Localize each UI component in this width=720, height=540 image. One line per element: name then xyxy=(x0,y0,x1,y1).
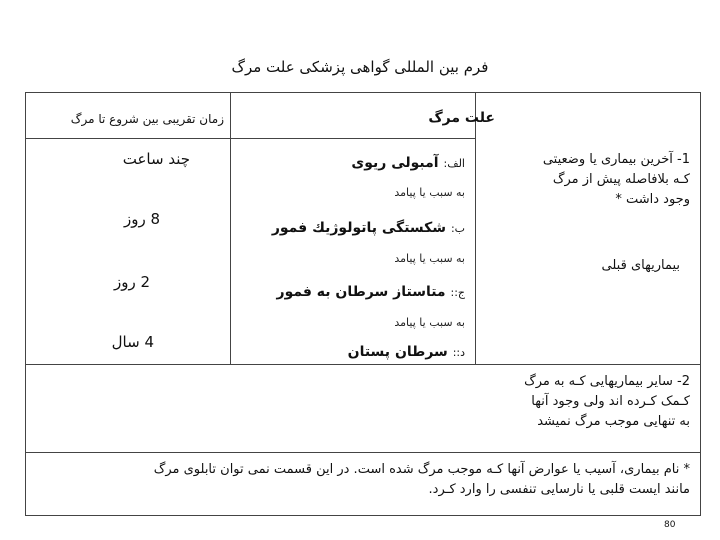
connector-text: به سبب یا پیامد xyxy=(394,316,465,329)
cause-label: د:: xyxy=(452,346,465,359)
part1-line: وجود داشت * xyxy=(615,192,690,207)
cause-text: سرطان پستان xyxy=(347,344,448,360)
header-time: زمان تقریبی بین شروع تا مرگ xyxy=(70,112,224,126)
time-value: 4 سال xyxy=(111,333,154,351)
cause-line-a xyxy=(351,155,465,171)
part1-description xyxy=(543,150,690,210)
part2-row-divider xyxy=(25,364,701,365)
header-cause: علت مرگ xyxy=(428,110,495,126)
part2-line: کـمک کـرده اند ولی وجود آنها xyxy=(531,394,690,409)
page-title: فرم بین المللی گواهی پزشکی علت مرگ xyxy=(231,58,489,76)
page-number: 80 xyxy=(664,520,676,530)
previous-diseases-label: بیماریهای قبلی xyxy=(601,258,680,273)
cause-line-b xyxy=(272,220,465,236)
column-divider-left xyxy=(230,92,231,364)
footnote xyxy=(30,460,690,500)
footnote-line: * نام بیماری، آسیب یا عوارض آنها کـه موجب مرگ شده است. در این قسمت نمی توان تابلوی مرگ xyxy=(153,462,690,477)
column-divider-right xyxy=(475,92,476,364)
part2-description xyxy=(524,372,690,432)
cause-text: متاستاز سرطان به فمور xyxy=(276,284,446,300)
cause-text: آمبولی ریوی xyxy=(351,155,439,171)
cause-label: ب: xyxy=(450,222,465,235)
part1-line: 1- آخرین بیماری یا وضعیتی xyxy=(542,152,690,167)
time-value: چند ساعت xyxy=(122,150,190,168)
connector-text: به سبب یا پیامد xyxy=(394,252,465,265)
footnote-row-divider xyxy=(25,452,701,453)
cause-line-c xyxy=(277,284,465,300)
cause-line-d xyxy=(348,344,465,360)
time-value: 2 روز xyxy=(113,273,150,291)
part2-line: 2- سایر بیماریهایی کـه به مرگ xyxy=(524,374,690,389)
cause-text: شکستگی پاتولوژیك فمور xyxy=(271,220,447,236)
header-row-divider xyxy=(25,138,475,139)
cause-label: ج:: xyxy=(450,286,465,299)
cause-label: الف: xyxy=(443,157,465,170)
part2-line: به تنهایی موجب مرگ نمیشد xyxy=(537,414,690,429)
part1-line: کـه بلافاصله پیش از مرگ xyxy=(552,172,690,187)
footnote-line: مانند ایست قلبی یا نارسایی تنفسی را وارد کـرد. xyxy=(428,482,690,497)
time-value: 8 روز xyxy=(123,210,160,228)
connector-text: به سبب یا پیامد xyxy=(394,186,465,199)
